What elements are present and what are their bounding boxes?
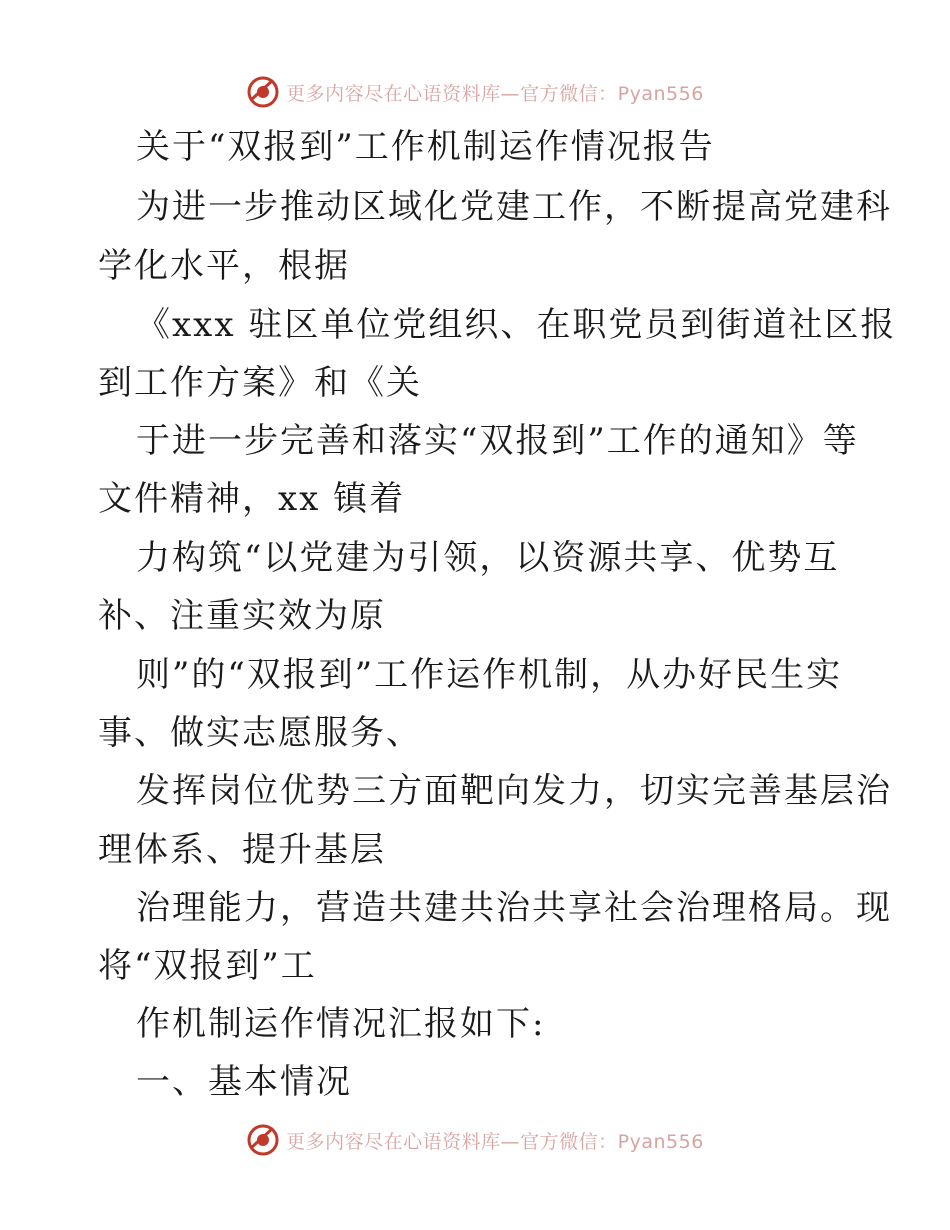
paragraph-line: 将“双报到”工 (98, 946, 317, 986)
paragraph-line: 理体系、提升基层 (98, 830, 386, 870)
paragraph-line: 《xxx 驻区单位党组织、在职党员到街道社区报 (136, 305, 897, 345)
paragraph-line: 补、注重实效为原 (98, 596, 386, 636)
watermark-text: 更多内容尽在心语资料库—官方微信：Pyan556 (286, 82, 704, 105)
paragraph-line: 治理能力，营造共建共治共享社会治理格局。现 (136, 888, 892, 928)
paragraph-line: 到工作方案》和《关 (98, 363, 422, 403)
paragraph-line: 发挥岗位优势三方面靶向发力，切实完善基层治 (136, 771, 892, 811)
paragraph-line: 作机制运作情况汇报如下: (136, 1004, 546, 1044)
paragraph-line: 则”的“双报到”工作运作机制，从办好民生实 (136, 655, 843, 695)
paragraph-line: 学化水平，根据 (98, 246, 350, 286)
stamp-seal-icon (246, 75, 280, 109)
paragraph-line: 于进一步完善和落实“双报到”工作的通知》等 (136, 421, 859, 461)
document-title: 关于“双报到”工作机制运作情况报告 (136, 127, 715, 167)
paragraph-line: 文件精神，xx 镇着 (98, 479, 406, 519)
paragraph-line: 力构筑“以党建为引领，以资源共享、优势互 (136, 538, 840, 578)
paragraph-line: 为进一步推动区域化党建工作，不断提高党建科 (136, 187, 892, 227)
section-heading: 一、基本情况 (136, 1062, 352, 1102)
watermark-text: 更多内容尽在心语资料库—官方微信：Pyan556 (286, 1130, 704, 1153)
paragraph-line: 事、做实志愿服务、 (98, 713, 422, 753)
header-watermark (0, 72, 950, 112)
footer-watermark (0, 1120, 950, 1160)
stamp-seal-icon (246, 1123, 280, 1157)
